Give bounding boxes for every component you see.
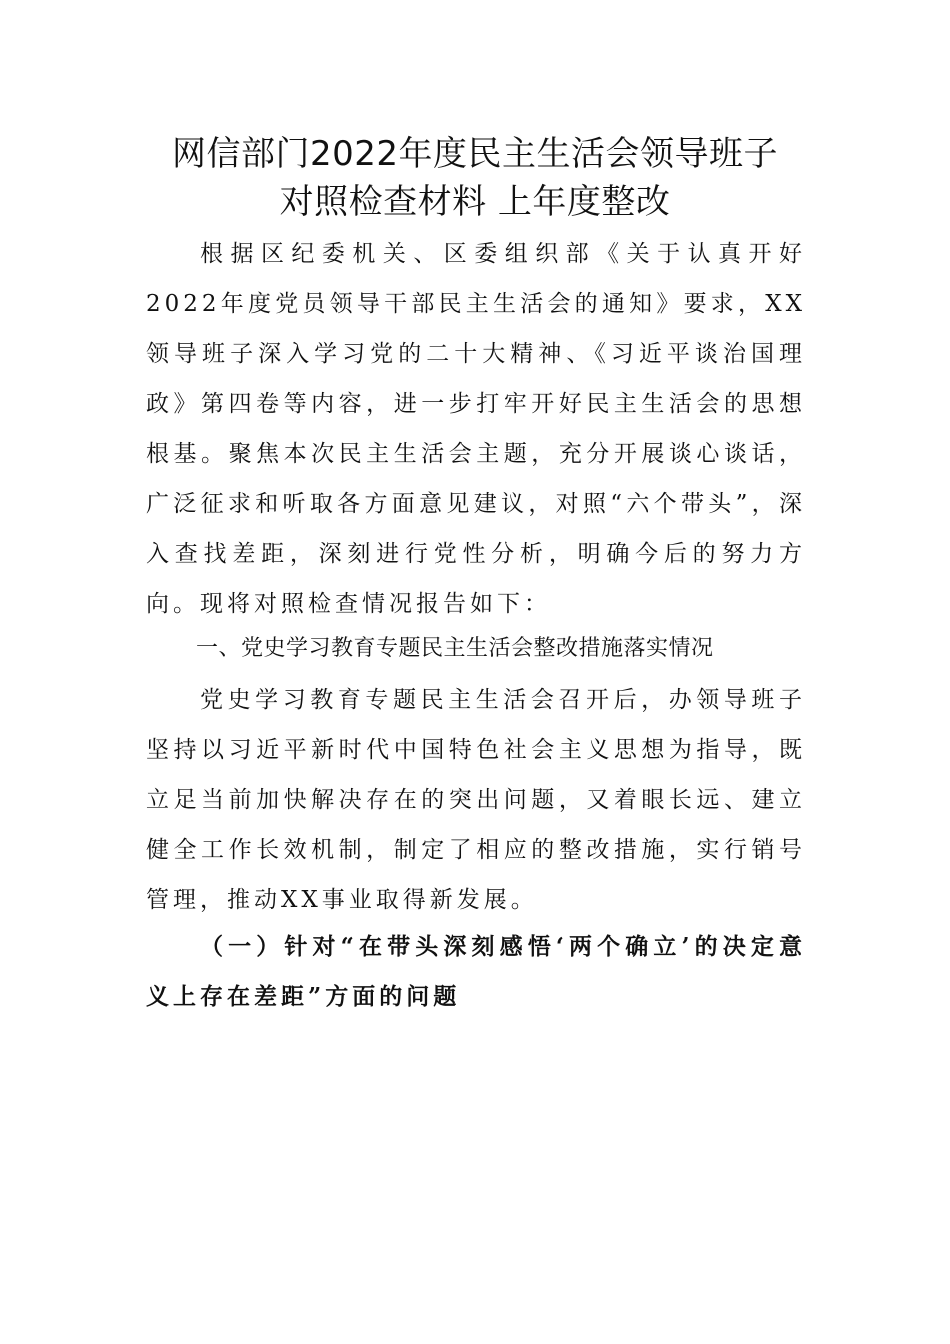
document-title-line-2: 对照检查材料 上年度整改 <box>279 182 671 222</box>
section-1-heading: 一、党史学习教育专题民主生活会整改措施落实情况 <box>196 636 714 661</box>
section-1-paragraph: 党史学习教育专题民主生活会召开后，办领导班子坚持以习近平新时代中国特色社会主义思想为指导，既立足当前加快解决存在的突出问题，又着眼长远、建立健全工作长效机制，制定了相应的整改措施，实行销号管理，推动XX事业取得新发展。 <box>146 687 806 913</box>
subsection-1-heading: （一）针对“在带头深刻感悟‘两个确立’的决定意义上存在差距”方面的问题 <box>146 933 806 1010</box>
intro-paragraph: 根据区纪委机关、区委组织部《关于认真开好2022年度党员领导干部民主生活会的通知》要求，XX领导班子深入学习党的二十大精神、《习近平谈治国理政》第四卷等内容，进一步打牢开好民主生活会的思想根基。聚焦本次民主生活会主题，充分开展谈心谈话，广泛征求和听取各方面意见建议，对照“六个带头”，深入查找差距，深刻进行党性分析，明确今后的努力方向。现将对照检查情况报告如下： <box>146 241 806 617</box>
document-title-line-1: 网信部门2022年度民主生活会领导班子 <box>171 134 779 174</box>
